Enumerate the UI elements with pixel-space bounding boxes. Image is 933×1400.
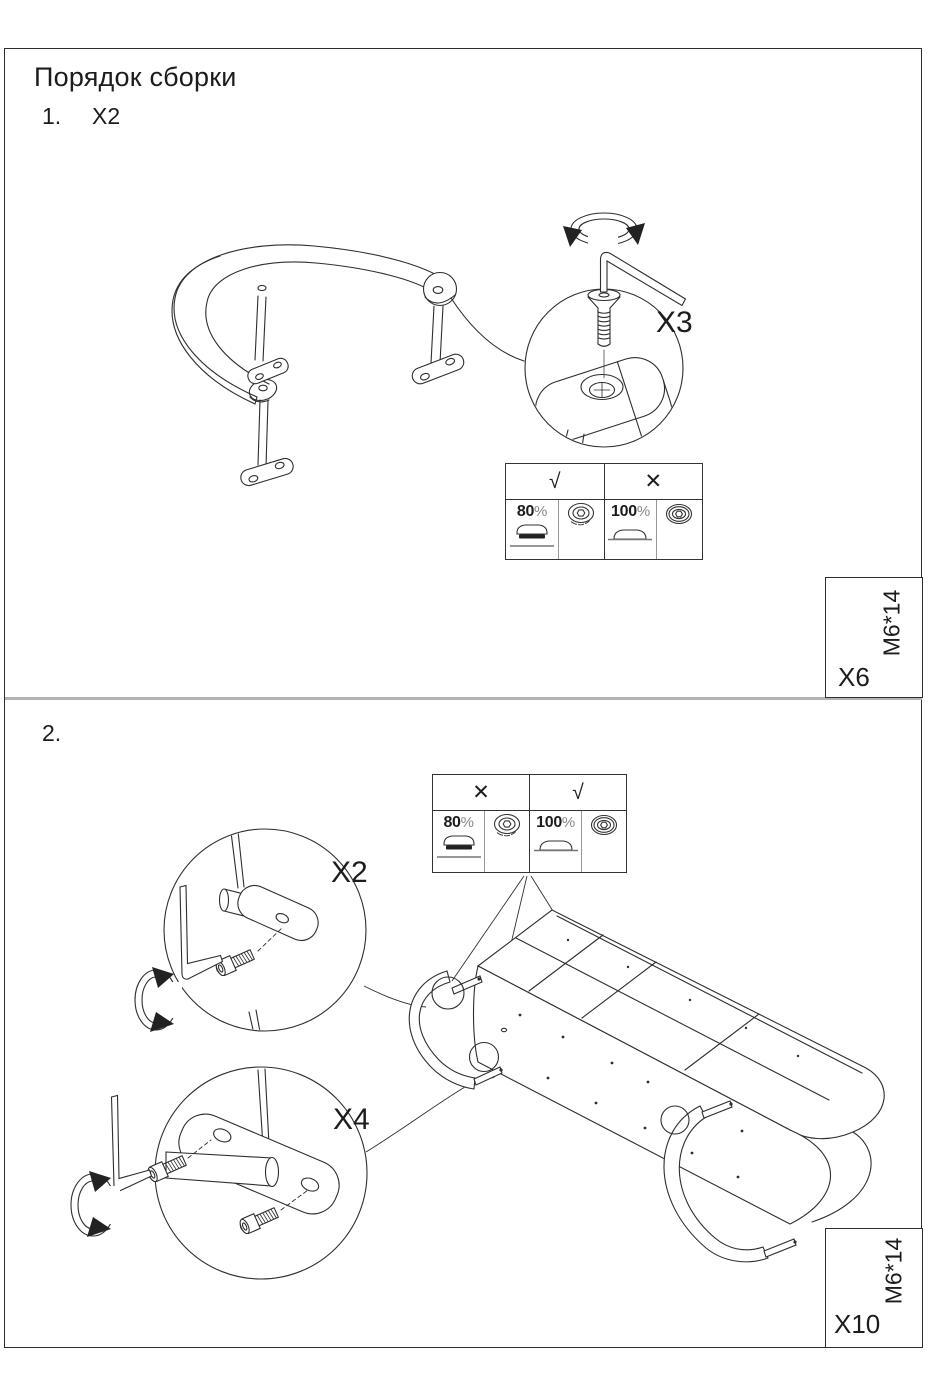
- screw-count-label: X6: [838, 662, 870, 692]
- screw-size-label: M6*14: [880, 1237, 907, 1305]
- screw-raised-side-icon: [436, 832, 482, 862]
- percent-unit: %: [460, 814, 474, 831]
- tighten-100-cell: [604, 500, 656, 559]
- step1-number: 1.: [42, 103, 62, 129]
- step2-hardware-box: [825, 1228, 923, 1348]
- cross-mark: ✕: [604, 464, 703, 499]
- check-mark: √: [529, 775, 626, 810]
- percent-value: 100: [536, 814, 562, 831]
- screw-top-threaded-icon: [561, 500, 601, 530]
- cross-mark: ✕: [472, 781, 490, 804]
- screw-top-view-cell: [581, 811, 626, 872]
- step1-hardware-box: [825, 577, 923, 698]
- check-mark: √: [548, 469, 561, 493]
- bottom-bracket-callout: X4: [333, 1103, 370, 1136]
- percent-value: 100: [611, 503, 637, 520]
- tighten-80-cell: [433, 811, 484, 872]
- screw-top-view-cell: [558, 500, 604, 559]
- screw-flush-side-icon: [607, 521, 653, 551]
- step1-frame-quantity: X2: [92, 103, 121, 129]
- percent-unit: %: [561, 814, 575, 831]
- step2-tightening-table: [432, 774, 627, 873]
- screw-top-view-cell: [484, 811, 529, 872]
- bolt-count-callout: X3: [656, 306, 693, 339]
- page-title: Порядок сборки: [34, 62, 237, 92]
- tighten-80-cell: [506, 500, 558, 559]
- percent-value: 80: [516, 503, 535, 520]
- percent-value: 80: [443, 814, 461, 831]
- tighten-100-cell: [529, 811, 580, 872]
- step1-tightening-table: [505, 463, 703, 560]
- screw-top-threaded-icon: [487, 811, 527, 841]
- step2-number: 2.: [42, 720, 62, 746]
- screw-top-flush-icon: [584, 811, 624, 841]
- percent-unit: %: [534, 503, 548, 520]
- screw-size-label: M6*14: [878, 589, 905, 657]
- screw-raised-side-icon: [509, 521, 555, 551]
- screw-top-view-cell: [656, 500, 702, 559]
- section-divider: [5, 697, 922, 700]
- top-bracket-callout: X2: [331, 856, 368, 889]
- screw-flush-side-icon: [533, 832, 579, 862]
- screw-top-flush-icon: [659, 500, 699, 530]
- percent-unit: %: [636, 503, 650, 520]
- screw-count-label: X10: [834, 1309, 881, 1339]
